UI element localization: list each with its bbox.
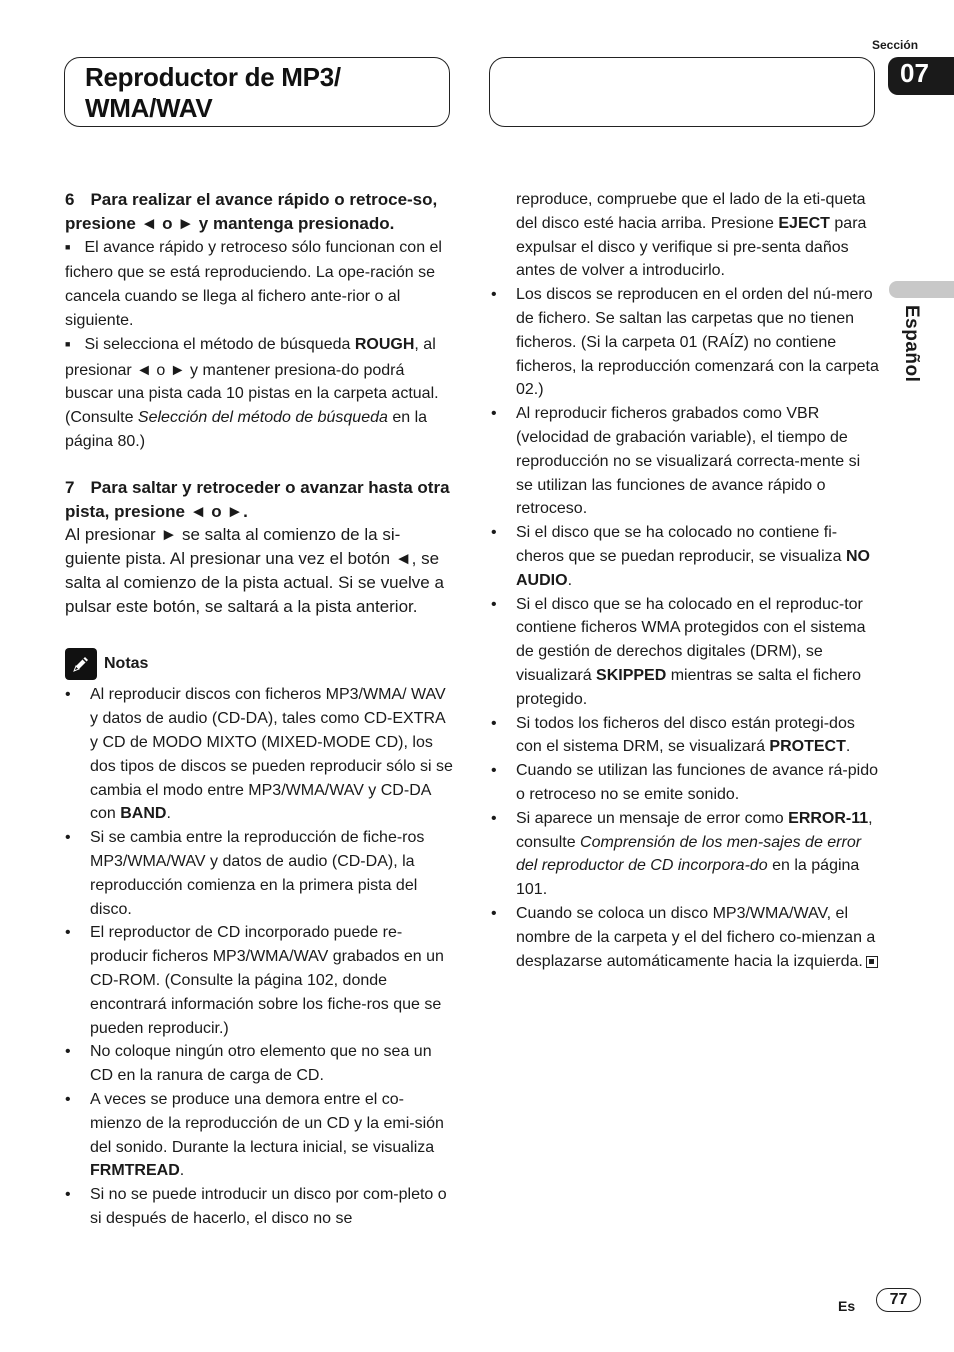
notes-list-continued	[491, 283, 879, 973]
text-run: A veces se produce una demora entre el co-mienzo de la reproducción de un CD y la emi-sión del sonido. Durante la lectura inicial, se visualiza	[90, 1090, 444, 1156]
step-7-heading-text: Para saltar y retroceder o avanzar hasta otra pista, presione ◄ o ►.	[65, 477, 450, 521]
note-item	[491, 712, 879, 760]
step-6-heading-text: Para realizar el avance rápido o retroce-so, presione ◄ o ► y mantenga presionado.	[65, 190, 438, 233]
header-empty-box	[489, 57, 875, 127]
display-text-rough: ROUGH	[354, 335, 415, 353]
text-run: , al presionar ◄ o ► y mantener presiona-do podrá buscar una pista cada 10 pistas en la carpeta actual. (Consulte	[65, 335, 439, 427]
text-run: para expulsar el disco y verifique si pre-senta daños antes de volver a introducirlo.	[516, 214, 867, 280]
note-item	[491, 521, 879, 592]
note-item: • Cuando se utilizan las funciones de avance rá-pido o retroceso no se emite sonido.	[491, 759, 879, 807]
text-run: Si aparece un mensaje de error como	[516, 809, 789, 827]
right-column	[491, 188, 879, 973]
text-run: .	[179, 1162, 185, 1180]
note-item: • Si se cambia entre la reproducción de fiche-ros MP3/WMA/WAV y datos de audio (CD-DA), la reproducción comienza en la primera pista del disco.	[65, 826, 453, 921]
display-text-no-audio: NO AUDIO	[516, 547, 870, 589]
text-run: Si el disco que se ha colocado en el reproduc-tor contiene ficheros WMA protegidos con el sistema de gestión de derechos digitales (DRM), se visualizará	[516, 595, 866, 684]
note-continuation	[491, 188, 879, 283]
text-run: .	[567, 571, 573, 589]
display-text-frmtread: FRMTREAD	[90, 1162, 180, 1180]
section-title-box	[64, 57, 450, 127]
note-item: • No coloque ningún otro elemento que no sea un CD en la ranura de carga de CD.	[65, 1040, 453, 1088]
step-6-bullet-2	[65, 333, 453, 454]
button-name-band: BAND	[120, 805, 167, 823]
cross-reference: Comprensión de los men-sajes de error del reproductor de CD incorpora-do	[516, 833, 862, 875]
note-item: • Si no se puede introducir un disco por com-pleto o si después de hacerlo, el disco no se	[65, 1183, 453, 1231]
note-item	[491, 902, 879, 973]
text-run: Si todos los ficheros del disco están protegi-dos con el sistema DRM, se visualizará	[516, 714, 855, 756]
display-text-skipped: SKIPPED	[596, 666, 667, 684]
note-item: • Los discos se reproducen en el orden del nú-mero de fichero. Se saltan las carpetas que no tienen ficheros. (Si la carpeta 01 (RAÍZ) no contiene ficheros, la reproducción comenzará con la carpeta 02.)	[491, 283, 879, 402]
notes-label: Notas	[104, 655, 149, 673]
footer-language-code: Es	[838, 1298, 856, 1314]
text-run: Si selecciona el método de búsqueda	[84, 335, 355, 353]
language-tab-label: Español	[901, 305, 922, 383]
note-item: • El reproductor de CD incorporado puede re-producir ficheros MP3/WMA/WAV grabados en un CD-ROM. (Consulte la página 102, donde encontrará información sobre los fiche-ros que se pueden reproducir.)	[65, 921, 453, 1040]
text-run: .	[166, 805, 171, 823]
section-label: Sección	[872, 38, 919, 52]
end-of-section-icon	[866, 956, 878, 968]
step-6-bullet-1: ■ El avance rápido y retroceso sólo funcionan con el fichero que se está reproduciendo. La ope-ración se cancela cuando se llega al fichero ante-rior o al siguiente.	[65, 236, 453, 333]
note-item: • Al reproducir ficheros grabados como VBR (velocidad de grabación variable), el tiempo de reproducción no se visualizará correcta-mente si se utilizan las funciones de avance rápido o retroceso.	[491, 402, 879, 521]
section-title: Reproductor de MP3/ WMA/WAV	[85, 62, 341, 123]
text-run: en la página 80.)	[65, 409, 428, 450]
step-6-heading	[65, 188, 453, 236]
step-6-number: 6	[65, 190, 75, 209]
text-run: , consulte	[516, 809, 873, 851]
step-7-body: Al presionar ► se salta al comienzo de la si-guiente pista. Al presionar una vez el botón ◄, se salta al comienzo de la pista actual. Si se vuelve a pulsar este botón, se saltará a la pista anterior.	[65, 525, 444, 617]
section-number-tab: 07	[888, 57, 954, 95]
button-name-eject: EJECT	[778, 214, 830, 232]
cross-reference: Selección del método de búsqueda	[137, 409, 388, 427]
display-text-error-11: ERROR-11	[788, 809, 869, 827]
step-7-heading	[65, 476, 453, 524]
notes-list	[65, 683, 453, 1230]
text-run: Al reproducir discos con ficheros MP3/WMA/ WAV y datos de audio (CD-DA), tales como CD-EXTRA y CD de MODO MIXTO (MIXED-MODE CD), los dos tipos de discos se pueden reproducir sólo si se cambia el modo entre MP3/WMA/WAV y CD-DA con	[90, 686, 453, 823]
text-run: en la página 101.	[516, 857, 860, 899]
note-item	[491, 807, 879, 902]
pencil-icon	[65, 648, 97, 680]
text-run: Si el disco que se ha colocado no contiene fi-cheros que se puedan reproducir, se visualiza	[516, 524, 846, 565]
display-text-protect: PROTECT	[769, 738, 846, 756]
text-run: .	[845, 738, 851, 756]
note-item	[491, 593, 879, 712]
notes-header	[65, 649, 453, 679]
left-column	[65, 188, 453, 1231]
text-run: Cuando se coloca un disco MP3/WMA/WAV, el nombre de la carpeta y el del fichero co-mienzan a desplazarse automáticamente hacia la izquierda.	[516, 904, 876, 970]
text-run: mientras se salta el fichero protegido.	[516, 666, 862, 708]
note-item	[65, 1088, 453, 1183]
step-7-number: 7	[65, 477, 75, 497]
note-item	[65, 683, 453, 826]
page-number: 77	[876, 1288, 921, 1312]
language-tab-bar	[889, 281, 954, 298]
text-run: reproduce, compruebe que el lado de la eti-queta del disco esté hacia arriba. Presione	[516, 191, 866, 232]
